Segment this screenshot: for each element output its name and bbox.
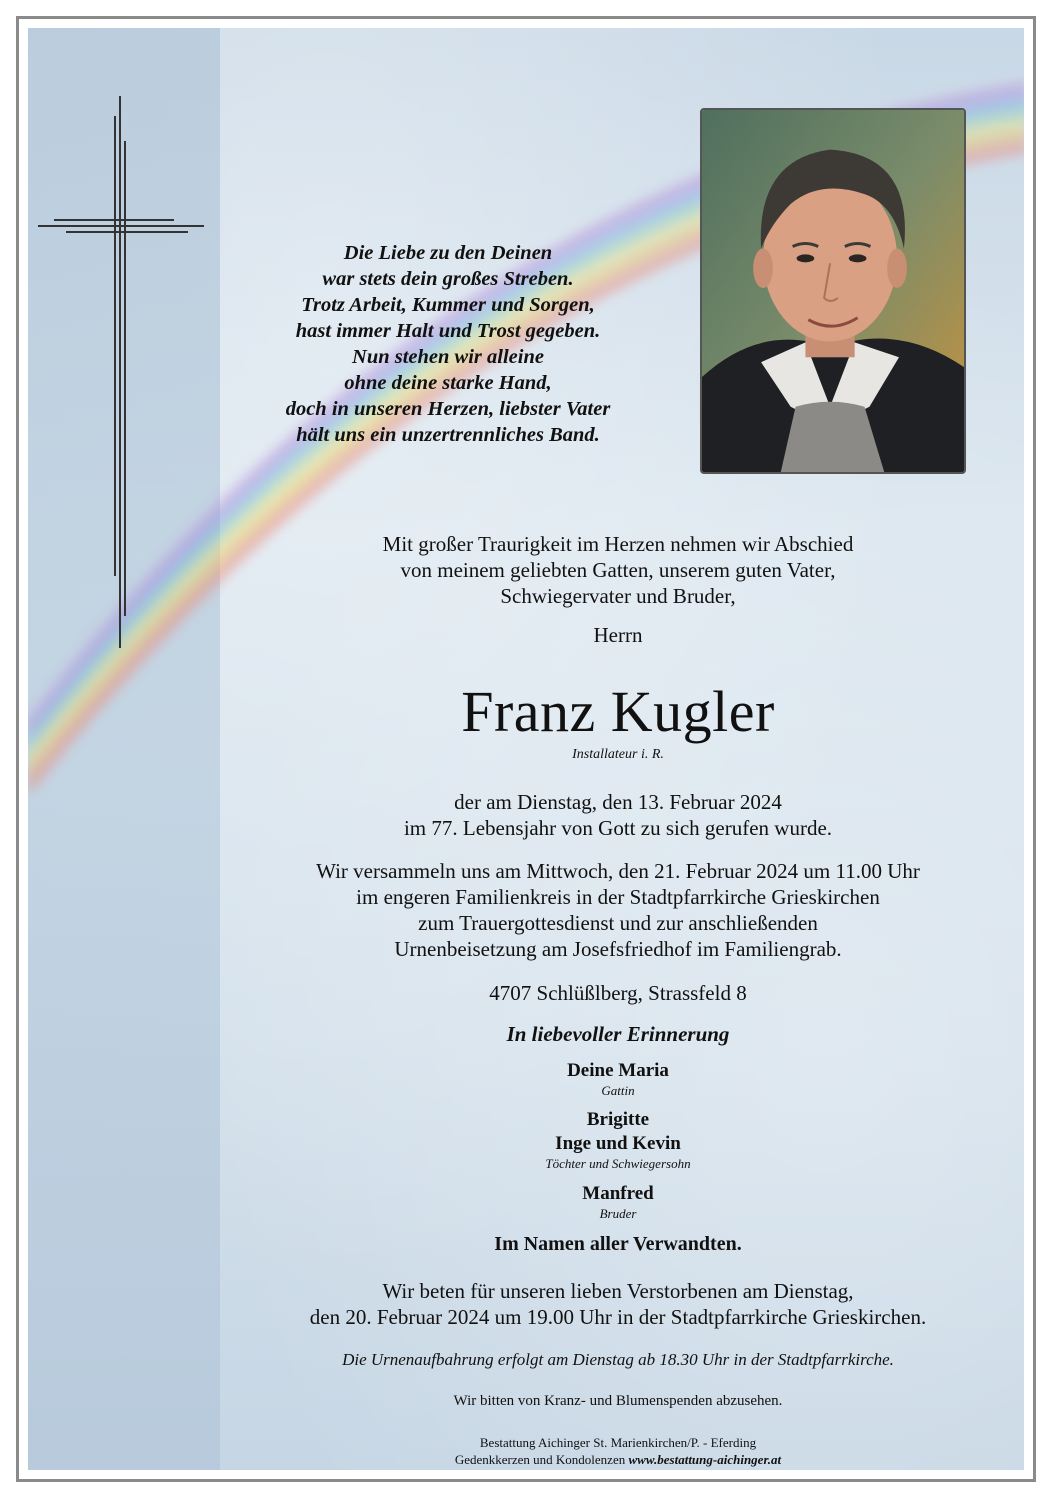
poem-line: war stets dein großes Streben. xyxy=(322,268,574,290)
relative-name: Inge und Kevin xyxy=(555,1133,681,1154)
prayer-line: den 20. Februar 2024 um 19.00 Uhr in der Stadtpfarrkirche Grieskirchen. xyxy=(309,1305,927,1329)
poem-line: Nun stehen wir alleine xyxy=(352,346,544,368)
salutation: Herrn xyxy=(593,623,643,647)
website-link[interactable]: www.bestattung-aichinger.at xyxy=(628,1452,782,1467)
undertaker-info xyxy=(208,1434,1024,1468)
intro-line: Mit großer Traurigkeit im Herzen nehmen wir Abschied xyxy=(382,532,854,556)
relative-name: Deine Maria xyxy=(567,1060,669,1081)
intro-line: von meinem geliebten Gatten, unserem guten Vater, xyxy=(400,558,836,582)
poem-line: doch in unseren Herzen, liebster Vater xyxy=(285,398,611,420)
ceremony-line: Urnenbeisetzung am Josefsfriedhof im Familiengrab. xyxy=(394,937,842,961)
family-group xyxy=(208,1108,1024,1172)
deceased-name: Franz Kugler xyxy=(461,679,775,744)
undertaker-line: Bestattung Aichinger St. Marienkirchen/P. - Eferding xyxy=(479,1435,757,1450)
family-group xyxy=(208,1059,1024,1099)
ceremony-line: Wir versammeln uns am Mittwoch, den 21. Februar 2024 um 11.00 Uhr xyxy=(316,859,920,883)
cross-icon xyxy=(38,96,208,648)
deceased-profession: Installateur i. R. xyxy=(572,747,664,762)
flowers-note: Wir bitten von Kranz- und Blumenspenden abzusehen. xyxy=(453,1393,783,1409)
condolence-label: Gedenkkerzen und Kondolenzen xyxy=(454,1452,626,1467)
intro-line: Schwiegervater und Bruder, xyxy=(500,584,736,608)
poem-line: hält uns ein unzertrennliches Band. xyxy=(296,424,600,446)
family-group xyxy=(208,1182,1024,1222)
family-address: 4707 Schlüßlberg, Strassfeld 8 xyxy=(489,981,747,1005)
poem-line: Die Liebe zu den Deinen xyxy=(343,242,553,264)
poem-line: ohne deine starke Hand, xyxy=(344,372,552,394)
relative-role: Bruder xyxy=(599,1206,637,1221)
death-line: im 77. Lebensjahr von Gott zu sich gerufen wurde. xyxy=(403,816,833,840)
ceremony-notice xyxy=(208,858,1024,962)
obituary-card xyxy=(28,28,1024,1470)
poem-line: Trotz Arbeit, Kummer und Sorgen, xyxy=(301,294,595,316)
relative-role: Gattin xyxy=(601,1083,635,1098)
relative-name: Brigitte xyxy=(586,1109,650,1130)
death-notice xyxy=(208,789,1024,841)
ceremony-line: im engeren Familienkreis in der Stadtpfarrkirche Grieskirchen xyxy=(356,885,880,909)
undertaker-line-2 xyxy=(208,1451,1024,1468)
intro-text xyxy=(208,531,1024,609)
poem-line: hast immer Halt und Trost gegeben. xyxy=(295,320,601,342)
relative-role: Töchter und Schwiegersohn xyxy=(545,1156,691,1171)
portrait-photo xyxy=(700,108,966,474)
poem xyxy=(228,240,668,448)
all-relatives: Im Namen aller Verwandten. xyxy=(494,1233,742,1255)
memory-heading: In liebevoller Erinnerung xyxy=(506,1022,730,1046)
relative-name: Manfred xyxy=(582,1183,654,1204)
ceremony-line: zum Trauergottesdienst und zur anschließenden xyxy=(418,911,818,935)
prayer-line: Wir beten für unseren lieben Verstorbenen am Dienstag, xyxy=(382,1279,854,1303)
death-line: der am Dienstag, den 13. Februar 2024 xyxy=(454,790,782,814)
urn-note: Die Urnenaufbahrung erfolgt am Dienstag ab 18.30 Uhr in der Stadtpfarrkirche. xyxy=(342,1350,894,1369)
prayer-notice xyxy=(208,1278,1024,1330)
